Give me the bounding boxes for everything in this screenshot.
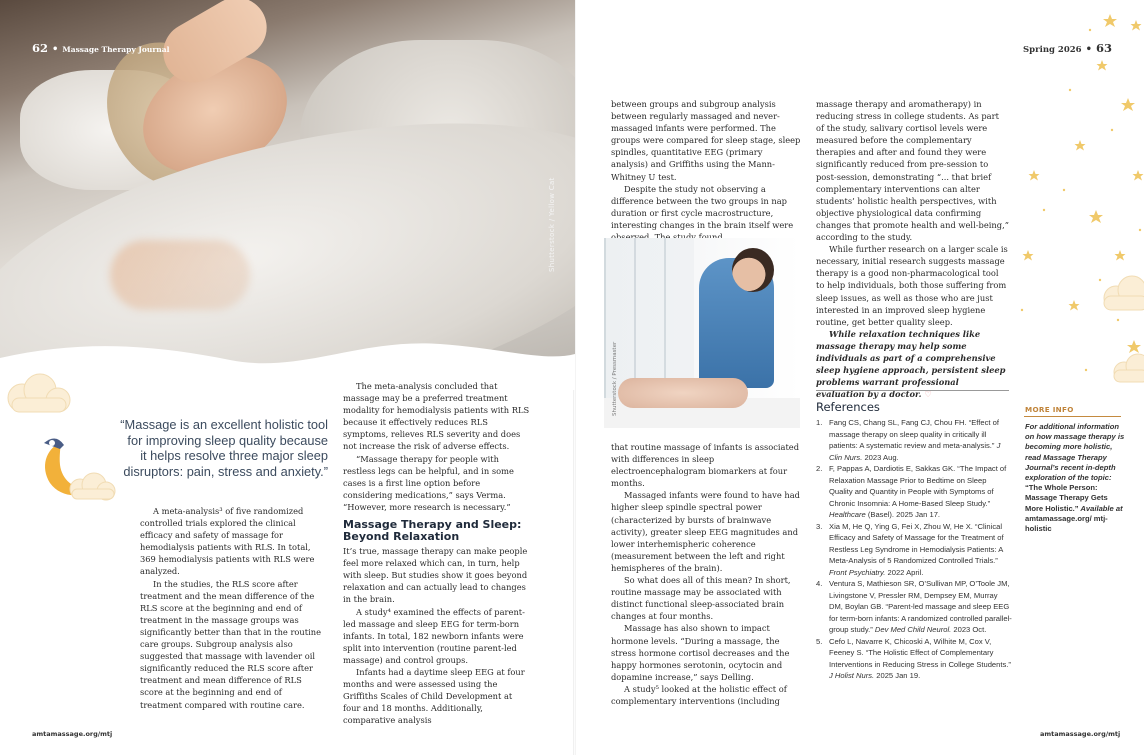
- paragraph: Massaged infants were found to have had higher sleep spindle spectral power (characterized by bursts of brainwave activity), greater sleep EEG magnitudes and lower interhemispheric coherence (measurement between the left and right hemispheres of the brain).: [611, 490, 800, 573]
- article-column-3-top: [611, 98, 801, 243]
- reference-journal: J Clin Nurs.: [829, 441, 1001, 462]
- paragraph: A study⁴ examined the effects of parent-led massage and sleep EEG for term-born infants. In total, 182 newborn infants were split into intervention (routine parent-led massage) and control groups.: [343, 606, 525, 665]
- reference-date: 2023 Oct.: [951, 625, 987, 634]
- paragraph: between groups and subgroup analysis between regularly massaged and never-massaged infants were performed. The groups were compared for sleep stage, sleep spindles, quantitative EEG (primary analysis) and Griffiths using the Mann-Whitney U test.: [611, 99, 801, 182]
- reference-number: 1.: [816, 418, 823, 427]
- paragraph: that routine massage of infants is associated with differences in sleep electroencephalogram biomarkers at four months.: [611, 442, 800, 489]
- more-info-link[interactable]: amtamassage.org/ mtj-holistic: [1025, 513, 1108, 534]
- reference-date: 2022 April.: [885, 567, 924, 577]
- paragraph: The meta-analysis concluded that massage may be a preferred treatment modality for hemodialysis patients with RLS because it effectively reduces RLS symptoms, relieves RLS severity and does not increase the risk of adverse effects.: [343, 381, 530, 452]
- issue-label: Spring 2026: [1023, 45, 1082, 55]
- more-info-article: “The Whole Person: Massage Therapy Gets More Holistic.”: [1025, 483, 1108, 513]
- right-page-number: 63: [1095, 41, 1112, 55]
- references-title: References: [816, 400, 880, 414]
- reference-number: 5.: [816, 636, 823, 646]
- photo-nurse-head: [732, 248, 774, 292]
- reference-journal: Healthcare: [829, 510, 866, 519]
- hero-photo-credit: Shutterstock / Yellow Cat: [548, 177, 556, 272]
- moon-icon: [28, 435, 118, 505]
- references-list: [816, 417, 1012, 682]
- reference-journal: J Holist Nurs.: [829, 671, 875, 680]
- paragraph: “Massage therapy for people with restless legs can be helpful, and in some cases is a first line option before considering medications,” says Verma. “However, more research is necessary.”: [343, 453, 514, 512]
- article-column-4: [816, 98, 1009, 400]
- reference-date: 2025 Jan 19.: [874, 671, 921, 680]
- more-info-title: MORE INFO: [1025, 405, 1074, 414]
- heart-icon: ♡: [924, 389, 932, 400]
- reference-item: [816, 521, 1012, 579]
- reference-number: 3.: [816, 521, 823, 531]
- baby-photo-credit: Shutterstock / Pressmaster: [612, 341, 618, 416]
- article-column-2: [343, 380, 530, 726]
- journal-title: Massage Therapy Journal: [62, 45, 170, 54]
- reference-date: 2023 Aug.: [862, 452, 899, 462]
- photo-hand: [110, 240, 250, 310]
- reference-journal: Front Psychiatry.: [829, 567, 886, 577]
- baby-massage-photo: [604, 238, 800, 428]
- more-info-intro: For additional information on how massage therapy is becoming more holistic, read Massage Therapy Journal’s recent in-depth exploration of the topic:: [1025, 422, 1125, 483]
- reference-journal: Dev Med Child Neurol.: [874, 625, 952, 634]
- reference-number: 2.: [816, 464, 823, 473]
- reference-item: [816, 463, 1012, 521]
- reference-number: 4.: [816, 579, 823, 588]
- article-column-1: [140, 505, 322, 711]
- reference-text: Cefo L, Navarre K, Chicoski A, Wilhite M, Cox V, Feeney S. “The Holistic Effect of Complementary Interventions in Reducing Stress in College Students.”: [829, 636, 1011, 669]
- reference-item: [816, 417, 1012, 463]
- article-column-3-bottom: [611, 441, 801, 707]
- section-heading: Massage Therapy and Sleep: Beyond Relaxation: [343, 518, 522, 544]
- reference-item: [816, 636, 1012, 682]
- reference-text: Ventura S, Mathieson SR, O’Sullivan MP, O’Toole JM, Livingstone V, Pressler RM, Dempsey EM, Murray DM, Boylan GB. “Parent-led massage and sleep EEG for term-born infants: A randomized controlled parallel-group study.”: [829, 579, 1012, 634]
- closing-note-text: While relaxation techniques like massage therapy may help some individuals as part of a comprehensive sleep hygiene approach, persistent sleep problems warrant professional evaluation by a doctor.: [816, 328, 1006, 400]
- cloud-icon: [0, 350, 80, 430]
- reference-item: [816, 578, 1012, 636]
- star-icon: [1014, 160, 1054, 360]
- left-footer-url[interactable]: amtamassage.org/mtj: [32, 730, 113, 738]
- references-rule: [816, 390, 1009, 391]
- more-info-available: Available at: [1078, 503, 1123, 513]
- left-page-number: 62: [32, 41, 49, 55]
- paragraph: A meta-analysis³ of five randomized controlled trials explored the clinical efficacy and safety of massage for hemodialysis patients with RLS. In total, 369 hemodialysis patients with RLS were analyzed.: [140, 506, 315, 577]
- paragraph: In the studies, the RLS score after treatment and the mean difference of the RLS score at the beginning and end of treatment in the massage groups was significantly better than that in the routine care groups. Subgroup analysis also suggested that massage with lavender oil significantly reduced the RLS score after treatment and mean difference of RLS score at the beginning and end of treatment compared with routine care.: [140, 578, 322, 710]
- paragraph: Infants had a daytime sleep EEG at four months and were assessed using the Griffiths Scales of Child Development at four and 18 months. Additionally, comparative analysis: [343, 666, 525, 726]
- left-folio: 62 • Massage Therapy Journal: [32, 41, 170, 55]
- reference-text: Fang CS, Chang SL, Fang CJ, Chou FH. “Effect of massage therapy on sleep quality in critically ill patients: A systematic review and meta-analysis.”: [829, 418, 999, 450]
- pull-quote: “Massage is an excellent holistic tool for improving sleep quality because it helps resolve three major sleep disruptors: pain, stress and anxiety.”: [120, 417, 328, 479]
- paragraph: While further research on a larger scale is necessary, initial research suggests massage therapy is a good non-pharmacological tool to help individuals, both those suffering from sleep issues, as well as those who are just interested in an improved sleep hygiene routine, get better quality sleep.: [816, 244, 1008, 327]
- photo-baby: [618, 378, 748, 408]
- more-info-rule: [1024, 416, 1121, 417]
- right-footer-url[interactable]: amtamassage.org/mtj: [1040, 730, 1121, 738]
- reference-text: F, Pappas A, Dardiotis E, Sakkas GK. “The Impact of Relaxation Massage Prior to Bedtime on Sleep Quality and Quantity in People with Symptoms of Chronic Insomnia: A Home-Based Sleep Study.”: [829, 464, 1007, 508]
- paragraph: It’s true, massage therapy can make people feel more relaxed which can, in turn, help with sleep. But studies show it goes beyond relaxation and can actually lead to changes in the brain.: [343, 546, 528, 605]
- star-scatter-icon: [1050, 0, 1144, 420]
- more-info-body: [1025, 422, 1125, 534]
- paragraph: So what does all of this mean? In short, routine massage may be associated with distinct functional sleep-associated brain changes at four months.: [611, 575, 791, 622]
- paragraph: A study⁵ looked at the holistic effect of complementary interventions (including: [611, 683, 787, 706]
- hero-photo-woman-sleeping: [0, 0, 575, 375]
- paragraph: Massage has also shown to impact hormone levels. “During a massage, the stress hormone cortisol decreases and the happy hormones serotonin, ocytocin and dopamine increase,” says Delling.: [611, 623, 790, 682]
- paragraph: Despite the study not observing a difference between the two groups in nap duration or first cycle macrostructure, interesting changes in the brain itself were: [611, 183, 794, 230]
- reference-text: Xia M, He Q, Ying G, Fei X, Zhou W, He X. “Clinical Efficacy and Safety of Massage for the Treatment of Restless Leg Syndrome in Hemodialysis Patients: A Meta-Analysis of 5 Randomized Controlled Trials.”: [829, 521, 1004, 565]
- reference-date: (Basel). 2025 Jan 17.: [865, 510, 941, 519]
- paragraph: massage therapy and aromatherapy) in reducing stress in college students. As part of the study, salivary cortisol levels were measured before the complementary therapies and after and found they were significantly reduced from pre-session to post-session, demonstrating “... that brief complementary interventions can alter students’ holistic health perspectives, with objective physiological data confirming changes that promote health and well-being,” according to the study.: [816, 99, 1009, 243]
- right-folio: Spring 2026 • 63: [1023, 41, 1112, 55]
